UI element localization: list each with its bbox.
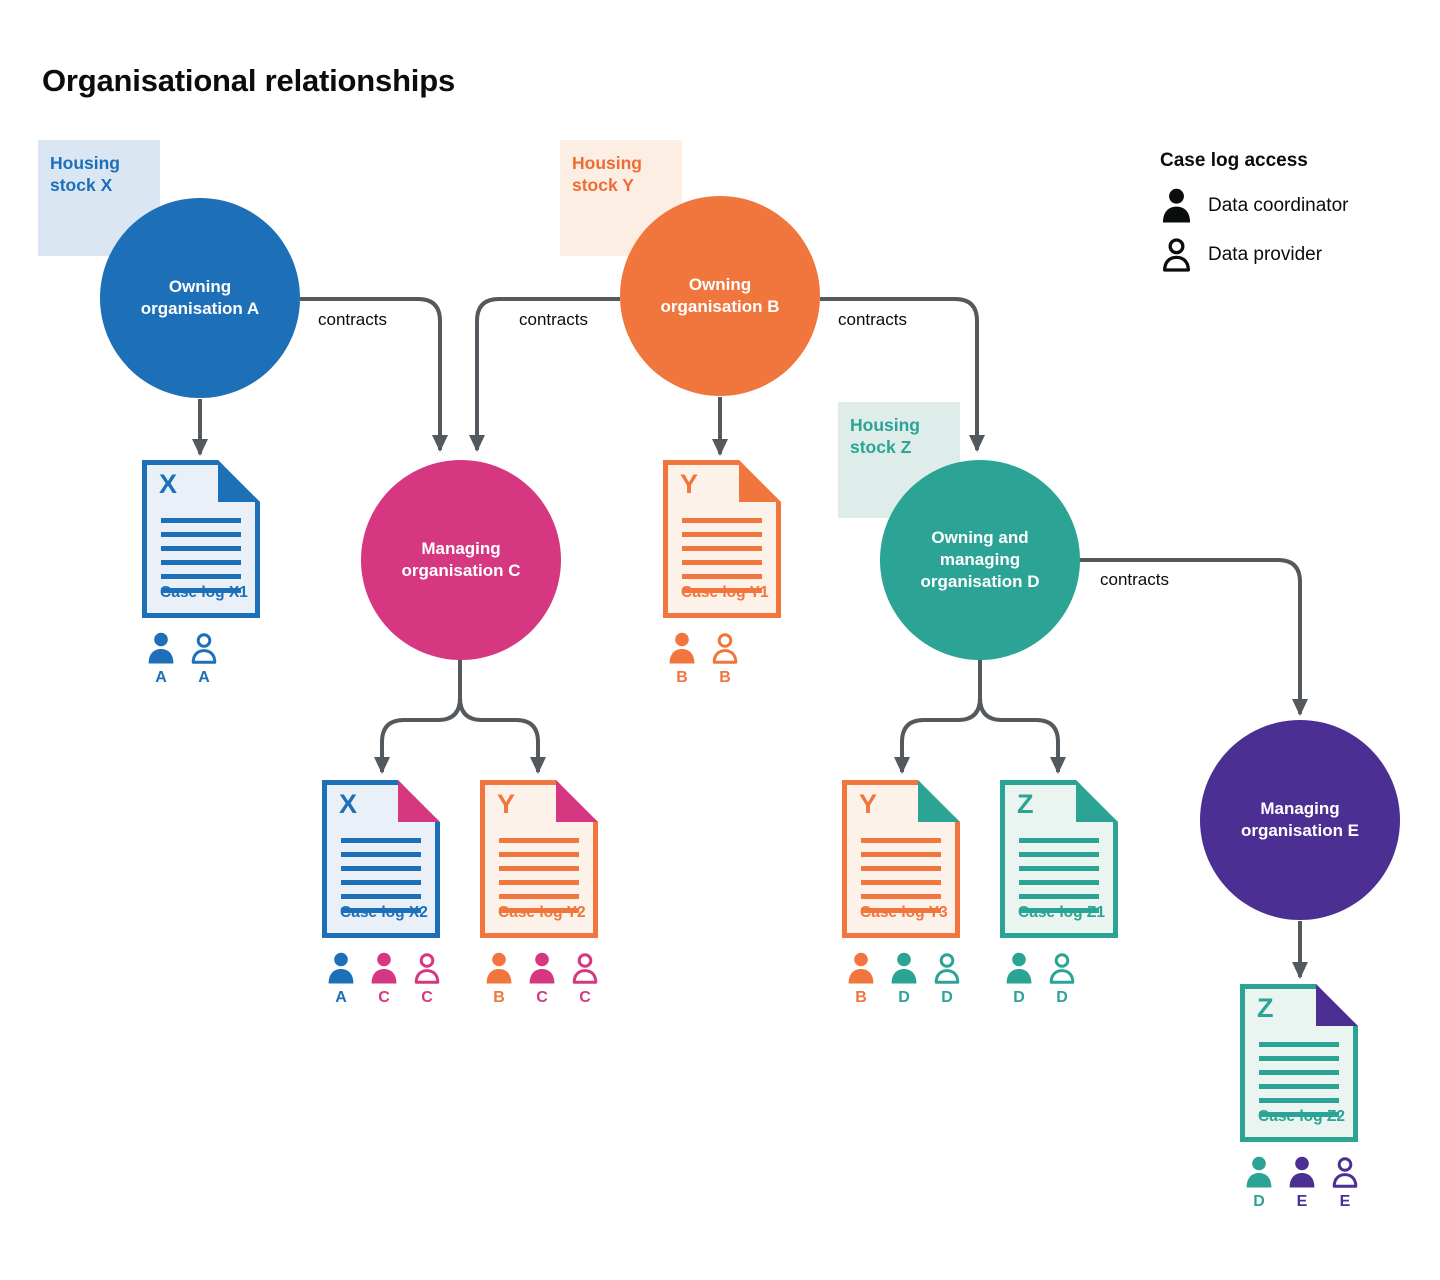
access-letter: C (378, 989, 390, 1006)
data-coordinator-b (484, 952, 514, 1007)
case-log-x2-doc (322, 780, 440, 938)
person-outline-icon (189, 632, 219, 664)
legend-provider-label: Data provider (1208, 243, 1323, 265)
data-coordinator-a (146, 632, 176, 687)
case-log-y2-doc (480, 780, 598, 938)
person-outline-icon (1047, 952, 1077, 984)
access-letter: E (1296, 1193, 1308, 1210)
person-outline-icon (710, 632, 740, 664)
person-filled-icon (846, 952, 876, 984)
arrow-c-to-x2 (382, 698, 460, 772)
doc-text-lines-icon (1019, 838, 1099, 913)
person-outline-icon (412, 952, 442, 984)
doc-letter: Y (497, 789, 516, 819)
folded-corner-icon (739, 460, 781, 502)
case-log-z1-doc (1000, 780, 1118, 938)
person-filled-icon (146, 632, 176, 664)
page-title: Organisational relationships (42, 62, 455, 98)
doc-letter: X (159, 469, 178, 499)
case-log-y3-access (846, 952, 962, 1007)
legend-title: Case log access (1160, 150, 1308, 171)
folded-corner-icon (556, 780, 598, 822)
access-letter: D (1013, 989, 1025, 1006)
access-letter: C (579, 989, 591, 1006)
access-letter: A (198, 669, 210, 686)
access-letter: D (1056, 989, 1068, 1006)
case-log-z1-access (1004, 952, 1077, 1007)
case-log-y3-doc (842, 780, 960, 938)
data-coordinator-b (846, 952, 876, 1007)
case-log-y1-doc (663, 460, 781, 618)
access-letter: C (536, 989, 548, 1006)
access-letter: D (898, 989, 910, 1006)
doc-letter: Y (859, 789, 878, 819)
case-log-y2-label: Case log Y2 (498, 904, 586, 921)
org-circle-c (361, 460, 561, 660)
data-coordinator-d (889, 952, 919, 1007)
data-coordinator-a (326, 952, 356, 1007)
access-letter: A (155, 669, 167, 686)
case-log-x1-doc (142, 460, 260, 618)
access-letter: D (1253, 1193, 1265, 1210)
contracts-label-b-c: contracts (519, 310, 588, 329)
person-filled-icon (369, 952, 399, 984)
org-circle-d (880, 460, 1080, 660)
org-b-label: Owning organisation B (660, 274, 780, 316)
legend (1160, 150, 1348, 286)
data-provider-e (1330, 1156, 1360, 1211)
arrow-d-to-z1 (980, 698, 1058, 772)
folded-corner-icon (1076, 780, 1118, 822)
arrow-c-to-y2 (460, 698, 538, 772)
case-log-y2-access (484, 952, 600, 1007)
contracts-label-a-c: contracts (318, 310, 387, 329)
person-outline-icon (570, 952, 600, 984)
folded-corner-icon (1316, 984, 1358, 1026)
access-letter: E (1339, 1193, 1351, 1210)
doc-text-lines-icon (341, 838, 421, 913)
doc-letter: Y (680, 469, 699, 499)
org-d-label: Owning and managing organisation D (920, 527, 1040, 592)
case-log-y3-label: Case log Y3 (860, 904, 948, 921)
case-log-z2-access (1244, 1156, 1360, 1211)
case-log-z2-doc (1240, 984, 1358, 1142)
arrow-d-to-y3 (902, 698, 980, 772)
person-filled-icon (326, 952, 356, 984)
case-log-y1-access (667, 632, 740, 687)
doc-text-lines-icon (861, 838, 941, 913)
contracts-label-b-d: contracts (838, 310, 907, 329)
org-a-label: Owning organisation A (140, 276, 260, 318)
legend-coordinator-label: Data coordinator (1208, 194, 1349, 216)
access-letter: A (335, 989, 347, 1006)
person-filled-icon (484, 952, 514, 984)
case-log-x1-access (146, 632, 219, 687)
access-letter: B (855, 989, 867, 1006)
access-letter: B (493, 989, 505, 1006)
data-coordinator-c (369, 952, 399, 1007)
org-c-label: Managing organisation C (401, 538, 521, 580)
contracts-label-d-e: contracts (1100, 570, 1169, 589)
data-coordinator-d (1004, 952, 1034, 1007)
doc-text-lines-icon (682, 518, 762, 593)
case-log-y1-label: Case log Y1 (681, 584, 769, 601)
org-e-label: Managing organisation E (1240, 798, 1360, 840)
data-provider-c (412, 952, 442, 1007)
access-letter: D (941, 989, 953, 1006)
access-letter: B (676, 669, 688, 686)
access-letter: C (421, 989, 433, 1006)
housing-stock-z-text: Housing stock Z (850, 415, 920, 457)
case-log-x1-label: Case log X1 (160, 584, 248, 601)
person-outline-icon (932, 952, 962, 984)
access-letter: B (719, 669, 731, 686)
folded-corner-icon (918, 780, 960, 822)
data-coordinator-d (1244, 1156, 1274, 1211)
doc-text-lines-icon (1259, 1042, 1339, 1117)
data-provider-d (1047, 952, 1077, 1007)
folded-corner-icon (398, 780, 440, 822)
person-filled-icon (1004, 952, 1034, 984)
legend-item-provider (1160, 237, 1348, 272)
housing-stock-y-text: Housing stock Y (572, 153, 642, 195)
case-log-z2-label: Case log Z2 (1258, 1108, 1345, 1125)
person-outline-icon (1160, 237, 1193, 272)
case-log-x2-access (326, 952, 442, 1007)
doc-text-lines-icon (161, 518, 241, 593)
org-circle-a (100, 198, 300, 398)
person-outline-icon (1330, 1156, 1360, 1188)
doc-letter: Z (1017, 789, 1034, 819)
doc-letter: Z (1257, 993, 1274, 1023)
org-circle-b (620, 196, 820, 396)
person-filled-icon (667, 632, 697, 664)
data-provider-c (570, 952, 600, 1007)
case-log-x2-label: Case log X2 (340, 904, 428, 921)
person-filled-icon (527, 952, 557, 984)
data-coordinator-b (667, 632, 697, 687)
data-coordinator-e (1287, 1156, 1317, 1211)
folded-corner-icon (218, 460, 260, 502)
person-filled-icon (889, 952, 919, 984)
person-filled-icon (1287, 1156, 1317, 1188)
data-provider-b (710, 632, 740, 687)
data-provider-a (189, 632, 219, 687)
case-log-z1-label: Case log Z1 (1018, 904, 1105, 921)
data-coordinator-c (527, 952, 557, 1007)
data-provider-d (932, 952, 962, 1007)
housing-stock-x-text: Housing stock X (50, 153, 120, 195)
person-filled-icon (1244, 1156, 1274, 1188)
doc-text-lines-icon (499, 838, 579, 913)
person-filled-icon (1160, 188, 1193, 223)
doc-letter: X (339, 789, 358, 819)
legend-item-coordinator (1160, 188, 1348, 223)
org-circle-e (1200, 720, 1400, 920)
